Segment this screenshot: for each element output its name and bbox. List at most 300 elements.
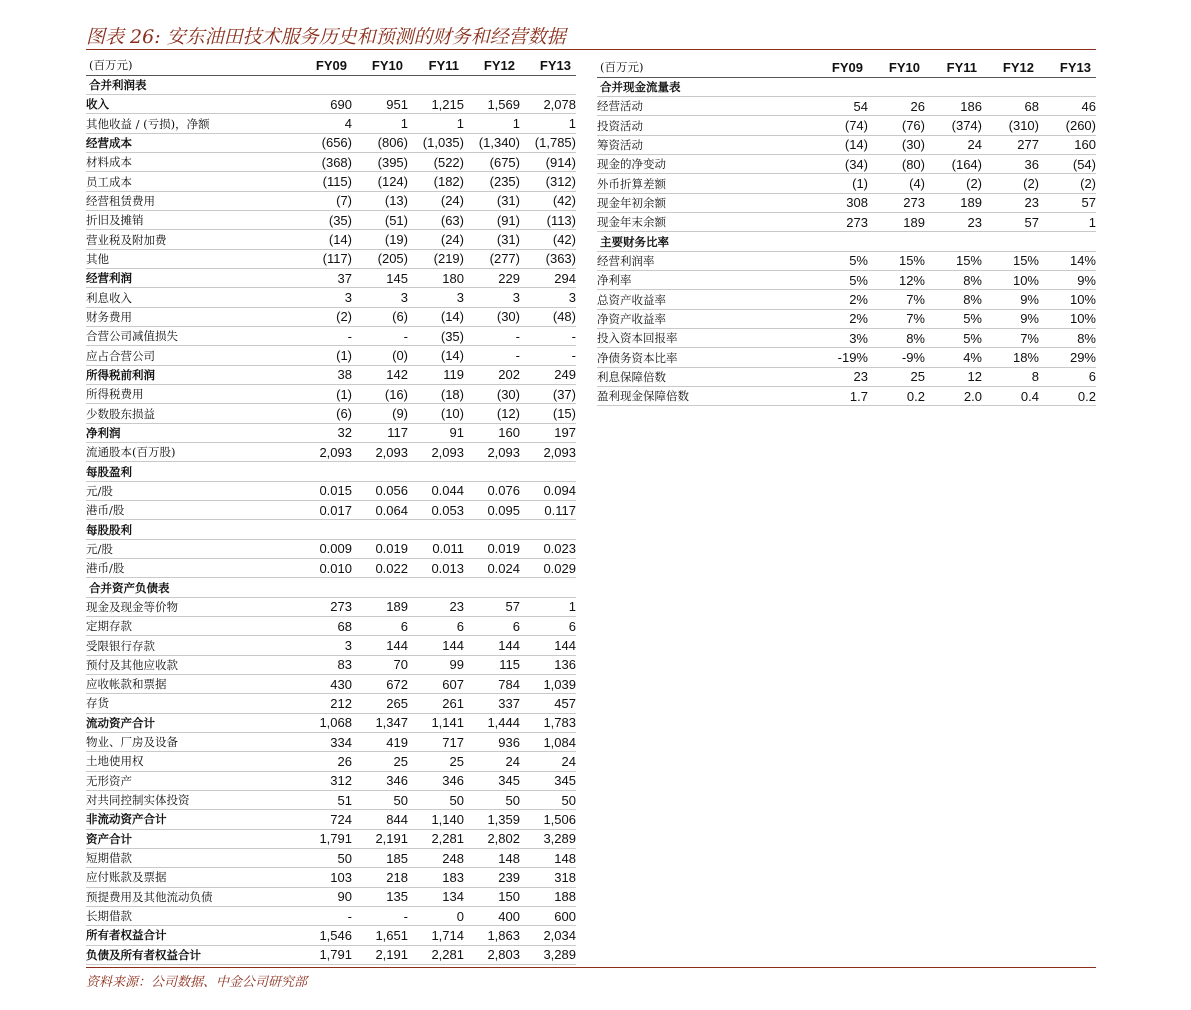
cell-value: (14): [811, 135, 868, 154]
cell-value: 1.7: [811, 387, 868, 406]
year-header: FY09: [811, 58, 868, 77]
cell-value: (31): [464, 230, 520, 249]
cell-value: 0.023: [520, 539, 576, 558]
cell-value: 265: [352, 694, 408, 713]
cell-value: 134: [408, 887, 464, 906]
cell-value: (2): [925, 174, 982, 193]
cell-value: 5%: [811, 271, 868, 290]
table-row: [86, 829, 576, 848]
table-row: [86, 404, 576, 423]
cell-value: 273: [811, 213, 868, 232]
table-row: [86, 559, 576, 578]
cell-value: (312): [520, 172, 576, 191]
cell-value: 24: [520, 752, 576, 771]
cell-value: -: [520, 346, 576, 365]
table-row: [597, 193, 1096, 212]
cell-value: 1,506: [520, 810, 576, 829]
cell-value: 2,802: [464, 829, 520, 848]
cell-value: 1: [408, 114, 464, 133]
table-row: [86, 211, 576, 230]
cell-value: [520, 578, 576, 597]
cell-value: 218: [352, 868, 408, 887]
cell-value: [811, 232, 868, 251]
cell-value: 0.2: [1039, 387, 1096, 406]
cell-value: 844: [352, 810, 408, 829]
cell-value: (1): [296, 346, 352, 365]
cell-value: 1,714: [408, 926, 464, 945]
row-label: 净利润: [86, 423, 296, 442]
table-row: [86, 288, 576, 307]
cell-value: 0.011: [408, 539, 464, 558]
cell-value: 25: [408, 752, 464, 771]
table-row: [597, 251, 1096, 270]
row-label: 应收帐款和票据: [86, 675, 296, 694]
table-row: [597, 213, 1096, 232]
cashflow-ratio-table: [597, 58, 1096, 406]
row-label: 预提费用及其他流动负债: [86, 887, 296, 906]
row-label: 合并现金流量表: [597, 77, 811, 96]
cell-value: 50: [408, 790, 464, 809]
table-row: [597, 387, 1096, 406]
section-row: [86, 578, 576, 597]
cell-value: [408, 520, 464, 539]
cell-value: [982, 77, 1039, 96]
cell-value: 8%: [925, 271, 982, 290]
cell-value: 1,215: [408, 95, 464, 114]
cell-value: 24: [464, 752, 520, 771]
cell-value: 135: [352, 887, 408, 906]
section-row: [597, 77, 1096, 96]
cell-value: [464, 578, 520, 597]
cell-value: 50: [352, 790, 408, 809]
cell-value: 10%: [1039, 290, 1096, 309]
cell-value: 2,281: [408, 945, 464, 964]
cell-value: (164): [925, 155, 982, 174]
cell-value: (2): [296, 307, 352, 326]
cell-value: -9%: [868, 348, 925, 367]
row-label: 收入: [86, 95, 296, 114]
table-row: [597, 135, 1096, 154]
cell-value: [296, 462, 352, 481]
row-label: 每股股利: [86, 520, 296, 539]
cell-value: 334: [296, 732, 352, 751]
cell-value: 12: [925, 367, 982, 386]
cell-value: (37): [520, 385, 576, 404]
cell-value: 5%: [925, 309, 982, 328]
cell-value: (656): [296, 133, 352, 152]
cell-value: 185: [352, 848, 408, 867]
cell-value: 99: [408, 655, 464, 674]
cell-value: 5%: [811, 251, 868, 270]
cell-value: 90: [296, 887, 352, 906]
cell-value: 50: [520, 790, 576, 809]
table-row: [86, 423, 576, 442]
table-row: [86, 481, 576, 500]
cell-value: (24): [408, 191, 464, 210]
table-row: [86, 694, 576, 713]
cell-value: 430: [296, 675, 352, 694]
year-header: FY13: [520, 56, 576, 75]
cell-value: 18%: [982, 348, 1039, 367]
cell-value: 25: [868, 367, 925, 386]
cell-value: (124): [352, 172, 408, 191]
cell-value: (277): [464, 249, 520, 268]
cell-value: 144: [520, 636, 576, 655]
cell-value: 0.4: [982, 387, 1039, 406]
cell-value: -: [352, 327, 408, 346]
cell-value: 0.064: [352, 501, 408, 520]
cell-value: (74): [811, 116, 868, 135]
cell-value: [925, 232, 982, 251]
cell-value: 144: [352, 636, 408, 655]
table-row: [86, 539, 576, 558]
table-row: [86, 713, 576, 732]
cell-value: 8%: [868, 329, 925, 348]
cell-value: 103: [296, 868, 352, 887]
cell-value: 136: [520, 655, 576, 674]
cell-value: 68: [982, 97, 1039, 116]
row-label: 盈利现金保障倍数: [597, 387, 811, 406]
cell-value: (205): [352, 249, 408, 268]
cell-value: [520, 462, 576, 481]
table-row: [86, 230, 576, 249]
cell-value: 1,791: [296, 829, 352, 848]
cell-value: 0: [408, 906, 464, 925]
table-row: [86, 249, 576, 268]
cell-value: (2): [982, 174, 1039, 193]
cell-value: (19): [352, 230, 408, 249]
cell-value: 51: [296, 790, 352, 809]
cell-value: [868, 77, 925, 96]
unit-label: (百万元): [86, 56, 296, 75]
cell-value: 9%: [982, 290, 1039, 309]
row-label: 资产合计: [86, 829, 296, 848]
row-label: 土地使用权: [86, 752, 296, 771]
cell-value: 0.022: [352, 559, 408, 578]
cell-value: (51): [352, 211, 408, 230]
cell-value: (117): [296, 249, 352, 268]
table-row: [86, 443, 576, 462]
cell-value: 3: [296, 636, 352, 655]
cell-value: 690: [296, 95, 352, 114]
cell-value: 1,791: [296, 945, 352, 964]
cell-value: 23: [408, 597, 464, 616]
row-label: 经营利润: [86, 269, 296, 288]
cell-value: (6): [296, 404, 352, 423]
row-label: 现金的净变动: [597, 155, 811, 174]
cell-value: -: [464, 346, 520, 365]
cell-value: 148: [520, 848, 576, 867]
table-row: [86, 269, 576, 288]
table-row: [86, 327, 576, 346]
row-label: 总资产收益率: [597, 290, 811, 309]
table-row: [597, 116, 1096, 135]
cell-value: 14%: [1039, 251, 1096, 270]
cell-value: [520, 520, 576, 539]
cell-value: 607: [408, 675, 464, 694]
row-label: 预付及其他应收款: [86, 655, 296, 674]
table-row: [86, 307, 576, 326]
table-row: [86, 636, 576, 655]
cell-value: 1,444: [464, 713, 520, 732]
row-label: 利息收入: [86, 288, 296, 307]
cell-value: (14): [408, 307, 464, 326]
cell-value: [296, 75, 352, 94]
row-label: 财务费用: [86, 307, 296, 326]
table-row: [86, 906, 576, 925]
cell-value: 7%: [982, 329, 1039, 348]
cell-value: (13): [352, 191, 408, 210]
table-row: [86, 617, 576, 636]
cell-value: (806): [352, 133, 408, 152]
row-label: 经营利润率: [597, 251, 811, 270]
year-header: FY09: [296, 56, 352, 75]
cell-value: 1: [1039, 213, 1096, 232]
cell-value: 12%: [868, 271, 925, 290]
cell-value: (35): [296, 211, 352, 230]
table-row: [86, 732, 576, 751]
cell-value: 3: [408, 288, 464, 307]
cell-value: (1,035): [408, 133, 464, 152]
cell-value: 2,078: [520, 95, 576, 114]
cell-value: 4: [296, 114, 352, 133]
cell-value: 2,093: [408, 443, 464, 462]
row-label: 主要财务比率: [597, 232, 811, 251]
cell-value: 0.029: [520, 559, 576, 578]
cell-value: 57: [464, 597, 520, 616]
row-label: 现金及现金等价物: [86, 597, 296, 616]
row-label: 投资活动: [597, 116, 811, 135]
cell-value: [464, 75, 520, 94]
cell-value: 936: [464, 732, 520, 751]
cell-value: 7%: [868, 290, 925, 309]
row-label: 利息保障倍数: [597, 367, 811, 386]
cell-value: 6: [520, 617, 576, 636]
row-label: 应占合营公司: [86, 346, 296, 365]
table-row: [597, 174, 1096, 193]
cell-value: [352, 75, 408, 94]
cell-value: 1,546: [296, 926, 352, 945]
row-label: 净资产收益率: [597, 309, 811, 328]
cell-value: 1,651: [352, 926, 408, 945]
cell-value: (30): [868, 135, 925, 154]
table-row: [86, 95, 576, 114]
row-label: 负债及所有者权益合计: [86, 945, 296, 964]
table-row: [597, 290, 1096, 309]
cell-value: 188: [520, 887, 576, 906]
cell-value: 160: [464, 423, 520, 442]
cell-value: [296, 520, 352, 539]
table-row: [86, 790, 576, 809]
cell-value: 37: [296, 269, 352, 288]
cell-value: 724: [296, 810, 352, 829]
cell-value: 1,140: [408, 810, 464, 829]
table-row: [86, 365, 576, 384]
row-label: 合并利润表: [86, 75, 296, 94]
cell-value: 54: [811, 97, 868, 116]
cell-value: 3: [520, 288, 576, 307]
table-row: [86, 926, 576, 945]
year-header: FY10: [868, 58, 925, 77]
cell-value: 212: [296, 694, 352, 713]
year-header: FY12: [464, 56, 520, 75]
cell-value: 0.094: [520, 481, 576, 500]
cell-value: 239: [464, 868, 520, 887]
cell-value: (182): [408, 172, 464, 191]
cell-value: 717: [408, 732, 464, 751]
row-label: 净债务资本比率: [597, 348, 811, 367]
row-label: 长期借款: [86, 906, 296, 925]
cell-value: 1,084: [520, 732, 576, 751]
cell-value: (30): [464, 385, 520, 404]
cell-value: 3,289: [520, 829, 576, 848]
cell-value: 38: [296, 365, 352, 384]
cell-value: -: [296, 327, 352, 346]
cell-value: 57: [982, 213, 1039, 232]
cell-value: (16): [352, 385, 408, 404]
cell-value: [408, 75, 464, 94]
section-row: [597, 232, 1096, 251]
table-row: [86, 810, 576, 829]
cell-value: 2,093: [464, 443, 520, 462]
cell-value: 457: [520, 694, 576, 713]
cell-value: 1,039: [520, 675, 576, 694]
row-label: 每股盈利: [86, 462, 296, 481]
cell-value: 6: [408, 617, 464, 636]
row-label: 其他收益 / (亏损)，净额: [86, 114, 296, 133]
cell-value: 26: [868, 97, 925, 116]
cell-value: 9%: [1039, 271, 1096, 290]
cell-value: 2,093: [352, 443, 408, 462]
table-row: [597, 329, 1096, 348]
cell-value: 0.2: [868, 387, 925, 406]
cell-value: 142: [352, 365, 408, 384]
row-label: 筹资活动: [597, 135, 811, 154]
cell-value: 26: [296, 752, 352, 771]
cell-value: (7): [296, 191, 352, 210]
cell-value: 294: [520, 269, 576, 288]
cell-value: 10%: [982, 271, 1039, 290]
row-label: 所有者权益合计: [86, 926, 296, 945]
cell-value: 2,281: [408, 829, 464, 848]
cell-value: 229: [464, 269, 520, 288]
cell-value: 160: [1039, 135, 1096, 154]
cell-value: 0.015: [296, 481, 352, 500]
cell-value: 1,863: [464, 926, 520, 945]
source-note: 资料来源：公司数据、中金公司研究部: [86, 975, 308, 990]
row-label: 少数股东损益: [86, 404, 296, 423]
cell-value: 186: [925, 97, 982, 116]
cell-value: 145: [352, 269, 408, 288]
section-row: [86, 75, 576, 94]
row-label: 合营公司减值损失: [86, 327, 296, 346]
cell-value: 2,093: [520, 443, 576, 462]
cell-value: 23: [982, 193, 1039, 212]
row-label: 所得税前利润: [86, 365, 296, 384]
row-label: 元/股: [86, 539, 296, 558]
cell-value: 46: [1039, 97, 1096, 116]
row-label: 经营成本: [86, 133, 296, 152]
cell-value: (260): [1039, 116, 1096, 135]
figure-title: 图表 26: 安东油田技术服务历史和预测的财务和经营数据: [86, 26, 566, 48]
cell-value: (80): [868, 155, 925, 174]
table-row: [86, 172, 576, 191]
cell-value: [1039, 77, 1096, 96]
row-label: 无形资产: [86, 771, 296, 790]
cell-value: (14): [296, 230, 352, 249]
cell-value: (115): [296, 172, 352, 191]
cell-value: (675): [464, 153, 520, 172]
cell-value: [296, 578, 352, 597]
cell-value: (10): [408, 404, 464, 423]
cell-value: 346: [352, 771, 408, 790]
cell-value: [352, 462, 408, 481]
row-label: 折旧及摊销: [86, 211, 296, 230]
row-label: 现金年末余额: [597, 213, 811, 232]
row-label: 应付账款及票据: [86, 868, 296, 887]
row-label: 员工成本: [86, 172, 296, 191]
year-header: FY10: [352, 56, 408, 75]
table-row: [86, 462, 576, 481]
cell-value: 6: [352, 617, 408, 636]
cell-value: (374): [925, 116, 982, 135]
table-header-row: [86, 56, 576, 75]
cell-value: 0.076: [464, 481, 520, 500]
cell-value: 0.095: [464, 501, 520, 520]
cell-value: 3: [352, 288, 408, 307]
cell-value: (91): [464, 211, 520, 230]
year-header: FY13: [1039, 58, 1096, 77]
cell-value: -: [296, 906, 352, 925]
cell-value: 2,803: [464, 945, 520, 964]
table-header-row: [597, 58, 1096, 77]
cell-value: 180: [408, 269, 464, 288]
table-row: [86, 868, 576, 887]
cell-value: 0.053: [408, 501, 464, 520]
cell-value: 183: [408, 868, 464, 887]
cell-value: 0.044: [408, 481, 464, 500]
row-label: 流通股本(百万股): [86, 443, 296, 462]
cell-value: (14): [408, 346, 464, 365]
cell-value: 0.019: [352, 539, 408, 558]
cell-value: 144: [408, 636, 464, 655]
cell-value: 345: [464, 771, 520, 790]
cell-value: (48): [520, 307, 576, 326]
cell-value: 15%: [982, 251, 1039, 270]
table-row: [86, 346, 576, 365]
cell-value: (219): [408, 249, 464, 268]
cell-value: 36: [982, 155, 1039, 174]
row-label: 经营租赁费用: [86, 191, 296, 210]
cell-value: 117: [352, 423, 408, 442]
table-row: [597, 155, 1096, 174]
row-label: 港币/股: [86, 501, 296, 520]
cell-value: 119: [408, 365, 464, 384]
cell-value: (34): [811, 155, 868, 174]
table-row: [86, 597, 576, 616]
row-label: 物业、厂房及设备: [86, 732, 296, 751]
table-row: [597, 367, 1096, 386]
table-row: [86, 191, 576, 210]
cell-value: (18): [408, 385, 464, 404]
row-label: 经营活动: [597, 97, 811, 116]
cell-value: 50: [464, 790, 520, 809]
cell-value: (42): [520, 230, 576, 249]
table-row: [86, 520, 576, 539]
title-rule: [86, 49, 1096, 50]
footer-rule: [86, 967, 1096, 968]
cell-value: 1: [520, 114, 576, 133]
